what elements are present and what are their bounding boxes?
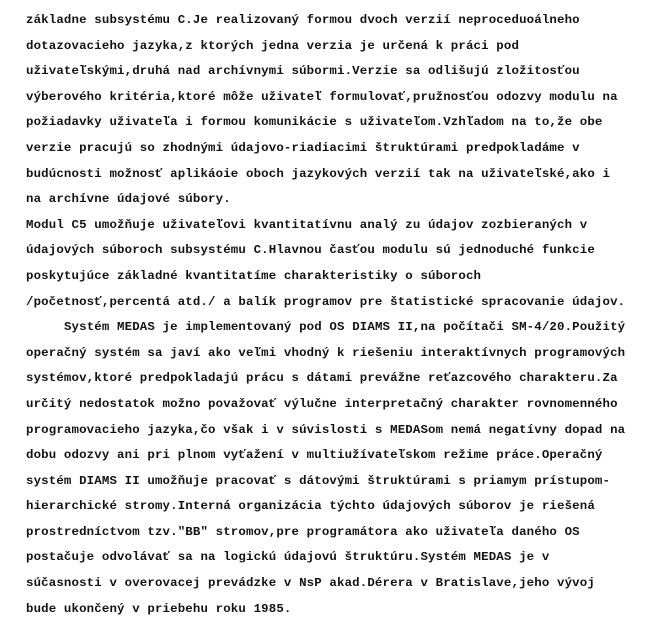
paragraph-3: Systém MEDAS je implementovaný pod OS DIAMS II,na počítači SM-4/20.Použitý operačný systém sa javí ako veľmi vhodný k riešeniu interaktívnych programových systémov,ktoré predpokladajú prácu s dátami prevážne reťazcového charakteru.Za určitý nedostatok možno považovať výlučne interpretačný charakter rovnomenného programovacieho jazyka,čo však i v súvislosti s MEDASom nemá negatívny dopad na dobu odozvy ani pri plnom vyťažení v multiužívateľskom režime práce.Operačný systém DIAMS II umožňuje pracovať s dátovými štruktúrami s priamym prístupom-hierarchické stromy.Interná organizácia týchto údajových súborov je riešená prostredníctvom tzv."BB" stromov,pre programátora ako uživateľa daného OS postačuje odvolávať sa na logickú údajovú štruktúru.Systém MEDAS je v súčasnosti v overovacej prevádzke v NsP akad.Dérera v Bratislave,jeho vývoj bude ukončený v priebehu roku 1985. — [26, 320, 633, 616]
document-text-body — [26, 8, 633, 622]
paragraph-2: Modul C5 umožňuje uživateľovi kvantitatívnu analý zu údajov zozbieraných v údajových súboroch subsystému C.Hlavnou časťou modulu sú jednoduché funkcie poskytujúce základné kvantitatíme charakteristiky o súboroch /početnosť,percentá atd./ a balík programov pre štatistické spracovanie údajov. — [26, 217, 626, 309]
paragraph-1: základne subsystému C.Je realizovaný formou dvoch verzií neproceduoálneho dotazovacieho jazyka,z ktorých jedna verzia je určená k práci pod uživateľskými,druhá nad archívnymi súbormi.Verzie sa odlišujú zložitosťou výberového kritéria,ktoré môže uživateľ formulovať,pružnosťou odozvy modulu na požiadavky uživateľa i formou komunikácie s uživateľom.Vzhľadom na to,že obe verzie pracujú so zhodnými údajovo-riadiacimi štruktúrami predpokladáme v budúcnosti možnosť aplikáoie oboch jazykových verzií tak na uživateľské,ako i na archívne údajové súbory. — [26, 13, 626, 207]
